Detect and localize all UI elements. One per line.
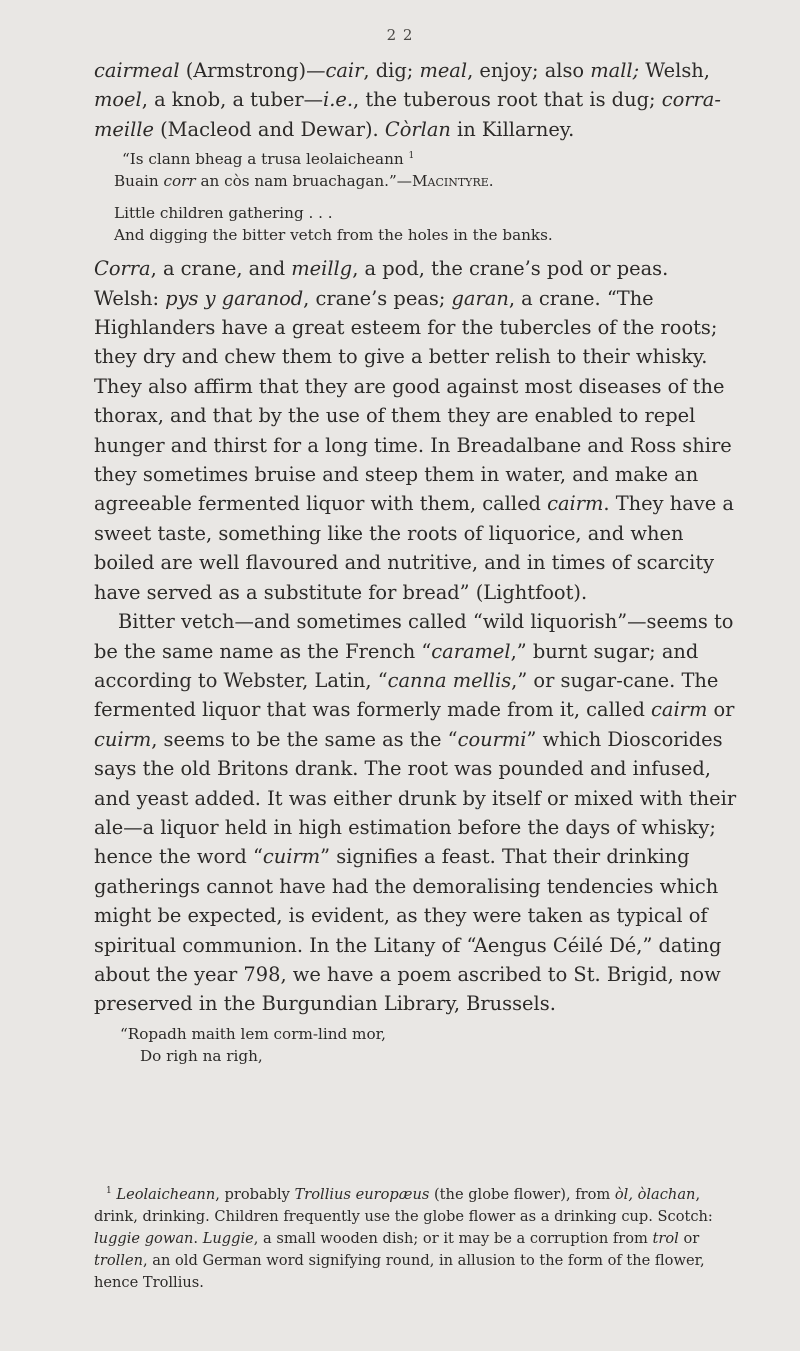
text: Welsh, [639,59,710,82]
text: , dig; [363,59,420,82]
text: , a knob, a tuber— [141,88,324,112]
verse-quote-macintyre [94,148,738,246]
term: moel [94,88,142,112]
term: i.e. [323,88,354,112]
verse-line: Do righ na righ, [140,1046,263,1065]
page-number: 2 2 [386,26,414,44]
term: corra-meille [94,88,721,141]
term: mall; [590,59,640,82]
paragraph-corra: Corra, a crane, and meillg, a pod, the crane’s pod or peas. Welsh: pys y garanod, crane’s peas; garan, a crane. “The Highlanders have a great esteem for the tubercles of the roots; they dry and chew them to give a better relish to their whisky. They also affirm that they are good against most diseases of the thorax, and that by the use of them they are enabled to repel hunger and thirst for a long time. In Breadalbane and Ross shire they sometimes bruise and steep them in water, and make an agreeable fermented liquor with them, called cairm. They have a sweet taste, something like the roots of liquorice, and when boiled are well flavoured and nutritive, and in times of scarcity have served as a substitute for bread” (Lightfoot). [94,257,734,604]
footnote: $^1$ Leolaicheann, probably Trollius europæus (the globe flower), from òl, òlachan, drink, drinking. Children frequently use the globe flower as a drinking cup. Scotch: luggie gowan. Luggie, a small wooden dish; or it may be a corruption from trol or trollen, an old German word signifying round, in allusion to the form of the flower, hence Trollius. [94,1186,713,1291]
text: , enjoy; also [467,59,591,82]
verse-line: “Is clann bheag a trusa leolaicheann $^1$ [122,150,415,169]
text: (Armstrong)— [179,59,326,82]
verse-line: Buain corr an còs nam bruachagan.”—Macintyre. [114,172,494,191]
paragraph-cairmeal [94,56,738,144]
term: meal [419,59,468,82]
footnote-marker: 1 [106,1186,112,1197]
text: (Macleod and Dewar). [153,117,385,141]
paragraph-bitter-vetch: Bitter vetch—and sometimes called “wild liquorish”—seems to be the same name as the French “caramel,” burnt sugar; and according to Webster, Latin, “canna mellis,” or sugar-cane. The fermented liquor that was formerly made from it, called cairm or cuirm, seems to be the same as the “courmi” which Dioscorides says the old Britons drank. The root was pounded and infused, and yeast added. It was either drunk by itself or mixed with their ale—a liquor held in high estimation before the days of whisky; hence the word “cuirm” signifies a feast. That their drinking gatherings cannot have had the demoralising tendencies which might be expected, is evident, as they were taken as typical of spiritual communion. In the Litany of “Aengus Céilé Dé,” dating about the year 798, we have a poem ascribed to St. Brigid, now preserved in the Burgundian Library, Brussels. [94,610,737,1016]
attribution: Macintyre. [411,172,494,191]
verse-line: “Ropadh maith lem corm-lind mor, [120,1024,387,1043]
verse-translation-line: Little children gathering . . . [114,204,333,223]
verse-quote-brigid [94,1023,738,1067]
text: in Killarney. [450,117,575,141]
footnote-marker: 1 [408,151,415,162]
term: cairmeal [94,59,180,82]
term: cair [325,59,364,82]
term: Còrlan [384,117,451,141]
verse-translation-line: And digging the bitter vetch from the holes in the banks. [114,226,553,245]
text: , the tuberous root that is dug; [353,88,662,112]
main-text [94,56,738,1067]
